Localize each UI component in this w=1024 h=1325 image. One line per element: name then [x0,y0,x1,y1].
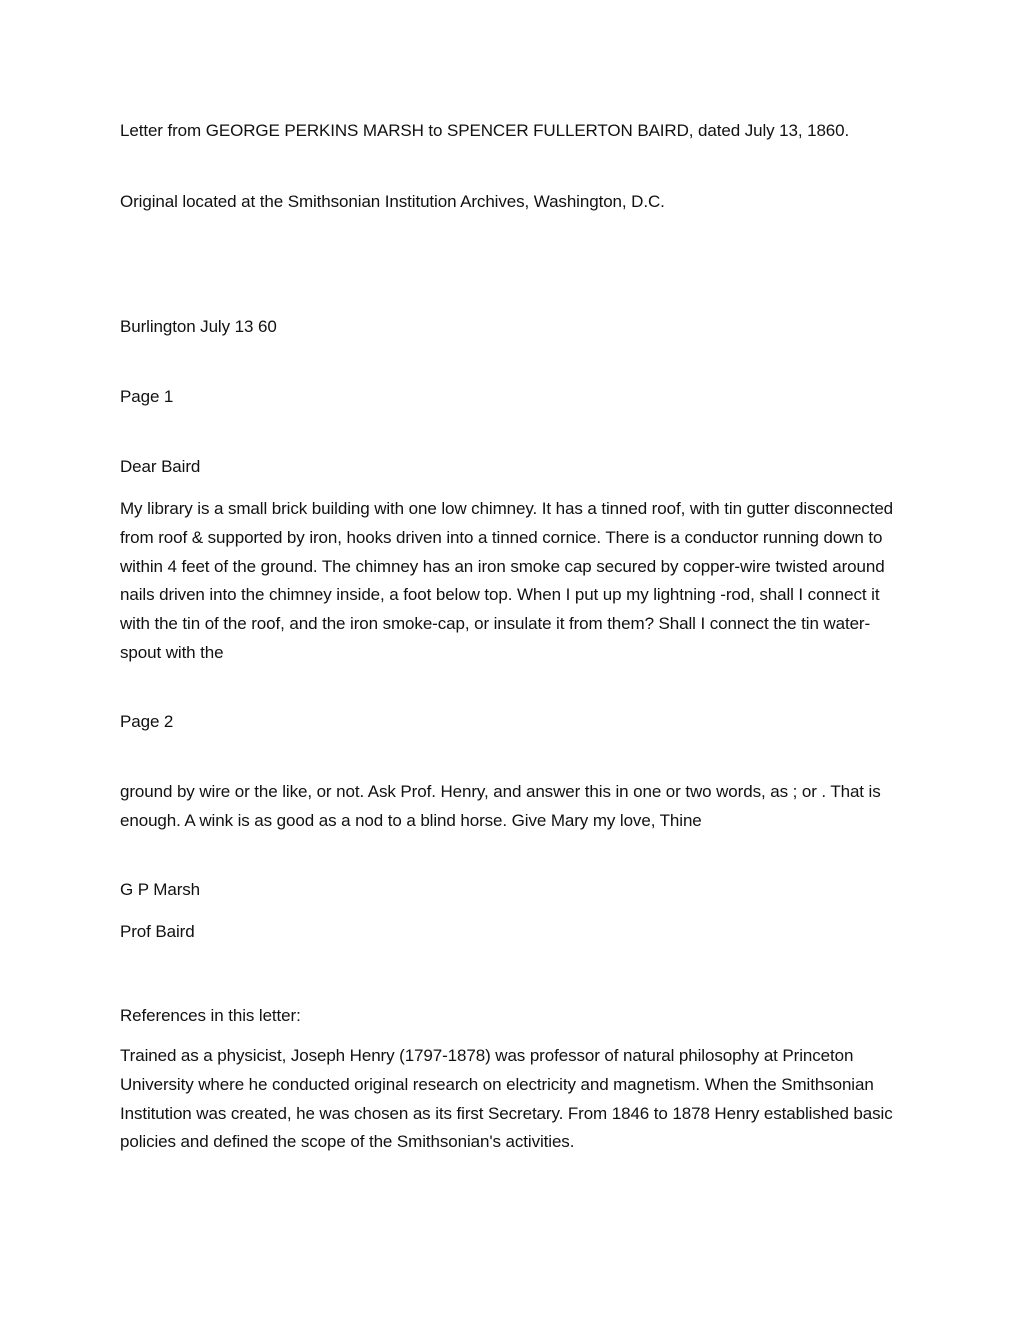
page-2-label: Page 2 [120,712,174,731]
letter-signature: G P Marsh [120,880,201,899]
document-title: Letter from GEORGE PERKINS MARSH to SPENCER FULLERTON BAIRD, dated July 13, 1860. [120,121,850,140]
letter-salutation: Dear Baird [120,457,201,476]
letter-body-page-1: My library is a small brick building with one low chimney. It has a tinned roof, with tin gutter disconnected from roof & supported by iron, hooks driven into a tinned cornice. There is a conductor running down to within 4 feet of the ground. The chimney has an iron smoke cap secured by copper-wire twisted around nails driven into the chimney inside, a foot below top. When I put up my lightning -rod, shall I connect it with the tin of the roof, and the iron smoke-cap, or insulate it from them? Shall I connect the tin water-spout with the [120,499,894,662]
references-heading: References in this letter: [120,1006,301,1025]
letter-body-page-2: ground by wire or the like, or not. Ask Prof. Henry, and answer this in one or two words, as ; or . That is enough. A wink is as good as a nod to a blind horse. Give Mary my love, Thine [120,782,881,830]
source-note: Original located at the Smithsonian Institution Archives, Washington, D.C. [120,192,665,211]
reference-joseph-henry: Trained as a physicist, Joseph Henry (1797-1878) was professor of natural philosophy at Princeton University where he conducted original research on electricity and magnetism. When the Smithsonian Institution was created, he was chosen as its first Secretary. From 1846 to 1878 Henry established basic policies and defined the scope of the Smithsonian's activities. [120,1046,893,1152]
letter-addressee: Prof Baird [120,922,195,941]
letter-place-date: Burlington July 13 60 [120,317,277,336]
page-1-label: Page 1 [120,387,174,406]
